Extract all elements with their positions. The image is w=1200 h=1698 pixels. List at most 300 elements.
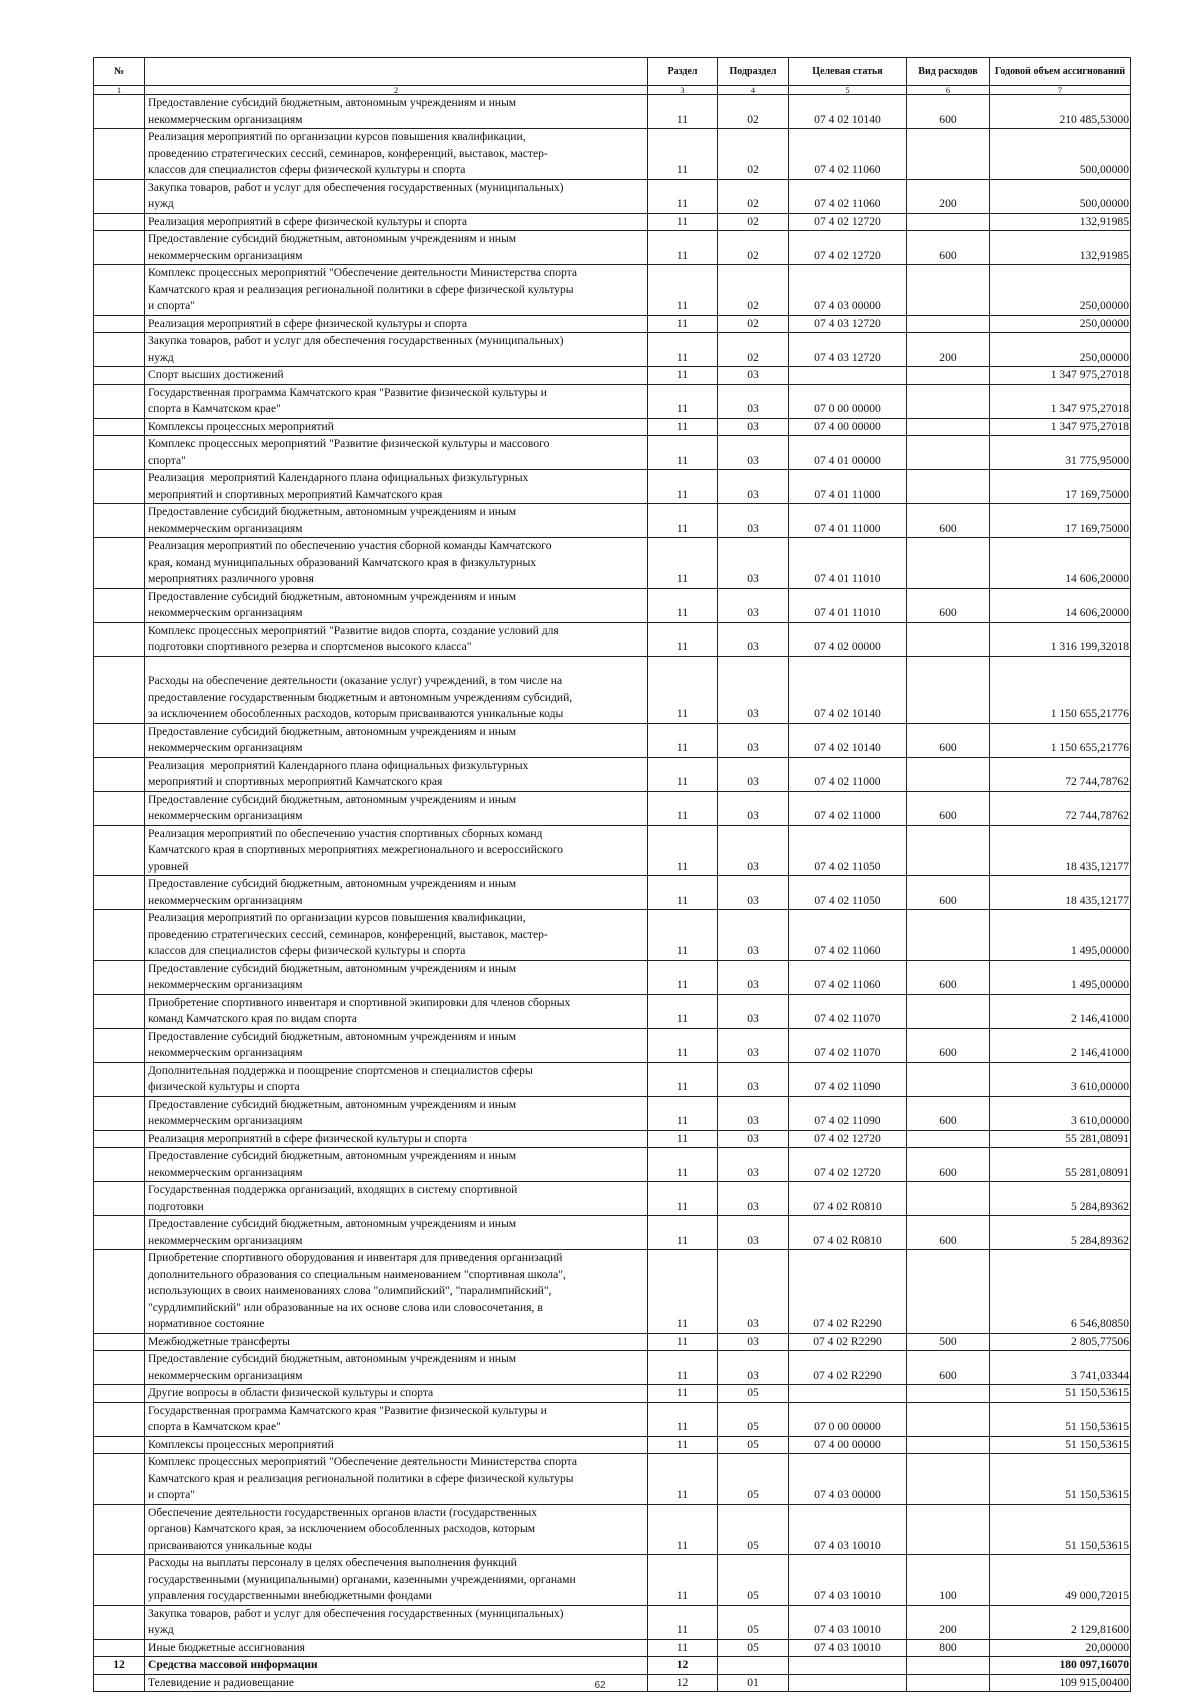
table-row — [94, 1216, 1131, 1250]
row-razdel-cell: 11 — [648, 622, 718, 656]
row-expense-type-cell: 600 — [907, 504, 990, 538]
table-row — [94, 231, 1131, 265]
row-target-article-cell: 07 4 00 00000 — [789, 1436, 907, 1454]
row-number-cell — [94, 231, 145, 265]
row-amount-cell: 250,00000 — [990, 333, 1131, 367]
row-target-article-cell: 07 4 02 12720 — [789, 1148, 907, 1182]
row-number-cell — [94, 265, 145, 316]
row-name-cell: Реализация мероприятий в сфере физической культуры и спорта — [145, 1130, 648, 1148]
row-name-cell: Межбюджетные трансферты — [145, 1333, 648, 1351]
row-amount-cell: 250,00000 — [990, 315, 1131, 333]
row-target-article-cell: 07 4 02 11090 — [789, 1062, 907, 1096]
row-name-cell: Предоставление субсидий бюджетным, автономным учреждениям и иным некоммерческим организациям — [145, 231, 648, 265]
row-number-cell — [94, 622, 145, 656]
row-podrazdel-cell: 03 — [718, 1148, 789, 1182]
row-target-article-cell: 07 4 03 12720 — [789, 315, 907, 333]
row-amount-cell: 1 347 975,27018 — [990, 418, 1131, 436]
row-razdel-cell: 11 — [648, 418, 718, 436]
row-expense-type-cell — [907, 1504, 990, 1555]
row-number-cell — [94, 1385, 145, 1403]
row-expense-type-cell — [907, 315, 990, 333]
row-podrazdel-cell: 02 — [718, 333, 789, 367]
row-amount-cell: 5 284,89362 — [990, 1182, 1131, 1216]
row-expense-type-cell — [907, 436, 990, 470]
table-row — [94, 179, 1131, 213]
table-row — [94, 1182, 1131, 1216]
row-amount-cell: 17 169,75000 — [990, 470, 1131, 504]
row-amount-cell: 2 805,77506 — [990, 1333, 1131, 1351]
row-target-article-cell: 07 4 02 11070 — [789, 994, 907, 1028]
row-razdel-cell: 11 — [648, 333, 718, 367]
table-row — [94, 757, 1131, 791]
row-amount-cell: 250,00000 — [990, 265, 1131, 316]
row-podrazdel-cell: 03 — [718, 436, 789, 470]
row-podrazdel-cell: 01 — [718, 1674, 789, 1692]
row-target-article-cell: 07 4 02 12720 — [789, 231, 907, 265]
row-target-article-cell: 07 4 02 11000 — [789, 791, 907, 825]
row-target-article-cell: 07 4 02 11060 — [789, 129, 907, 180]
row-target-article-cell: 07 4 00 00000 — [789, 418, 907, 436]
row-razdel-cell: 11 — [648, 588, 718, 622]
row-name-cell: Предоставление субсидий бюджетным, автономным учреждениям и иным некоммерческим организациям — [145, 791, 648, 825]
row-expense-type-cell: 600 — [907, 588, 990, 622]
table-row — [94, 504, 1131, 538]
row-amount-cell: 180 097,16070 — [990, 1657, 1131, 1675]
row-razdel-cell: 11 — [648, 231, 718, 265]
row-number-cell — [94, 876, 145, 910]
row-name-cell: Реализация мероприятий в сфере физической культуры и спорта — [145, 213, 648, 231]
row-expense-type-cell — [907, 418, 990, 436]
table-row — [94, 213, 1131, 231]
row-target-article-cell: 07 4 02 R0810 — [789, 1216, 907, 1250]
row-podrazdel-cell: 02 — [718, 179, 789, 213]
table-row — [94, 723, 1131, 757]
row-name-cell: Реализация мероприятий Календарного плана официальных физкультурных мероприятий и спортивных мероприятий Камчатского края — [145, 757, 648, 791]
column-number: 2 — [145, 86, 648, 95]
row-target-article-cell: 07 4 03 00000 — [789, 1454, 907, 1505]
row-target-article-cell: 07 4 02 00000 — [789, 622, 907, 656]
row-razdel-cell: 12 — [648, 1657, 718, 1675]
column-number: 1 — [94, 86, 145, 95]
row-name-cell: Предоставление субсидий бюджетным, автономным учреждениям и иным некоммерческим организациям — [145, 1028, 648, 1062]
row-razdel-cell: 11 — [648, 504, 718, 538]
row-amount-cell: 72 744,78762 — [990, 757, 1131, 791]
row-expense-type-cell — [907, 367, 990, 385]
row-amount-cell: 55 281,08091 — [990, 1148, 1131, 1182]
row-amount-cell: 2 146,41000 — [990, 994, 1131, 1028]
row-podrazdel-cell: 03 — [718, 470, 789, 504]
row-podrazdel-cell: 03 — [718, 1351, 789, 1385]
row-amount-cell: 51 150,53615 — [990, 1385, 1131, 1403]
row-amount-cell: 132,91985 — [990, 213, 1131, 231]
row-podrazdel-cell: 03 — [718, 757, 789, 791]
table-row — [94, 1555, 1131, 1606]
table-row — [94, 876, 1131, 910]
row-name-cell: Средства массовой информации — [145, 1657, 648, 1675]
row-podrazdel-cell: 03 — [718, 1096, 789, 1130]
row-amount-cell: 31 775,95000 — [990, 436, 1131, 470]
header-name — [145, 58, 648, 86]
row-razdel-cell: 11 — [648, 1028, 718, 1062]
row-expense-type-cell — [907, 213, 990, 231]
table-row — [94, 418, 1131, 436]
row-number-cell — [94, 994, 145, 1028]
row-target-article-cell: 07 4 02 R2290 — [789, 1333, 907, 1351]
budget-table — [93, 57, 1131, 1692]
row-name-cell: Предоставление субсидий бюджетным, автономным учреждениям и иным некоммерческим организациям — [145, 960, 648, 994]
row-name-cell: Другие вопросы в области физической культуры и спорта — [145, 1385, 648, 1403]
row-podrazdel-cell: 05 — [718, 1555, 789, 1606]
row-amount-cell: 14 606,20000 — [990, 588, 1131, 622]
row-razdel-cell: 11 — [648, 129, 718, 180]
row-razdel-cell: 11 — [648, 95, 718, 129]
row-razdel-cell: 11 — [648, 315, 718, 333]
row-name-cell: Реализация мероприятий по организации курсов повышения квалификации, проведению стратегических сессий, семинаров, конференций, выставок, мастер- классов для специалистов сферы физической культуры и спорта — [145, 129, 648, 180]
row-amount-cell: 55 281,08091 — [990, 1130, 1131, 1148]
row-razdel-cell: 11 — [648, 1402, 718, 1436]
table-row — [94, 656, 1131, 723]
table-row — [94, 95, 1131, 129]
row-podrazdel-cell: 03 — [718, 588, 789, 622]
row-name-cell: Телевидение и радиовещание — [145, 1674, 648, 1692]
header-annual-amount: Годовой объем ассигнований — [990, 58, 1131, 86]
row-amount-cell: 72 744,78762 — [990, 791, 1131, 825]
row-expense-type-cell: 600 — [907, 876, 990, 910]
table-row — [94, 1385, 1131, 1403]
table-row — [94, 1130, 1131, 1148]
row-podrazdel-cell: 05 — [718, 1504, 789, 1555]
row-podrazdel-cell: 02 — [718, 129, 789, 180]
row-name-cell: Реализация мероприятий по обеспечению участия спортивных сборных команд Камчатского края в спортивных мероприятиях межрегионального и всероссийского уровней — [145, 825, 648, 876]
row-name-cell: Комплекс процессных мероприятий "Развитие видов спорта, создание условий для подготовки спортивного резерва и спортсменов высокого класса" — [145, 622, 648, 656]
row-razdel-cell: 11 — [648, 1504, 718, 1555]
row-podrazdel-cell: 05 — [718, 1639, 789, 1657]
row-razdel-cell: 11 — [648, 384, 718, 418]
row-podrazdel-cell: 03 — [718, 994, 789, 1028]
row-number-cell — [94, 1096, 145, 1130]
row-expense-type-cell — [907, 1130, 990, 1148]
row-razdel-cell: 11 — [648, 757, 718, 791]
row-number-cell — [94, 1402, 145, 1436]
row-expense-type-cell: 200 — [907, 179, 990, 213]
row-expense-type-cell — [907, 1436, 990, 1454]
table-row — [94, 1402, 1131, 1436]
row-target-article-cell: 07 4 02 11060 — [789, 910, 907, 961]
row-podrazdel-cell: 03 — [718, 622, 789, 656]
row-target-article-cell: 07 0 00 00000 — [789, 384, 907, 418]
table-row — [94, 1504, 1131, 1555]
row-razdel-cell: 11 — [648, 1436, 718, 1454]
row-podrazdel-cell: 02 — [718, 231, 789, 265]
row-name-cell: Предоставление субсидий бюджетным, автономным учреждениям и иным некоммерческим организациям — [145, 1216, 648, 1250]
table-row — [94, 1351, 1131, 1385]
table-row — [94, 1250, 1131, 1334]
row-number-cell — [94, 418, 145, 436]
row-target-article-cell: 07 4 03 10010 — [789, 1605, 907, 1639]
row-podrazdel-cell: 03 — [718, 1028, 789, 1062]
row-number-cell — [94, 367, 145, 385]
row-target-article-cell — [789, 1657, 907, 1675]
row-amount-cell: 1 347 975,27018 — [990, 384, 1131, 418]
row-podrazdel-cell: 03 — [718, 538, 789, 589]
table-row — [94, 994, 1131, 1028]
row-name-cell: Комплекс процессных мероприятий "Развитие физической культуры и массового спорта" — [145, 436, 648, 470]
row-amount-cell: 2 129,81600 — [990, 1605, 1131, 1639]
row-expense-type-cell — [907, 265, 990, 316]
row-expense-type-cell — [907, 129, 990, 180]
row-name-cell: Расходы на обеспечение деятельности (оказание услуг) учреждений, в том числе на предоставление государственным бюджетным и автономным учреждениям субсидий, за исключением обособленных расходов, которым присваиваются уникальные коды — [145, 656, 648, 723]
row-razdel-cell: 11 — [648, 723, 718, 757]
table-row — [94, 1605, 1131, 1639]
row-name-cell: Комплексы процессных мероприятий — [145, 418, 648, 436]
row-razdel-cell: 11 — [648, 179, 718, 213]
row-expense-type-cell — [907, 757, 990, 791]
row-podrazdel-cell: 03 — [718, 876, 789, 910]
row-target-article-cell: 07 4 02 11070 — [789, 1028, 907, 1062]
row-podrazdel-cell: 03 — [718, 504, 789, 538]
row-number-cell — [94, 384, 145, 418]
row-amount-cell: 5 284,89362 — [990, 1216, 1131, 1250]
row-amount-cell: 51 150,53615 — [990, 1436, 1131, 1454]
row-target-article-cell: 07 4 02 11060 — [789, 179, 907, 213]
table-row — [94, 265, 1131, 316]
table-row — [94, 1028, 1131, 1062]
table-row — [94, 538, 1131, 589]
row-amount-cell: 109 915,00400 — [990, 1674, 1131, 1692]
row-number-cell — [94, 1216, 145, 1250]
row-amount-cell: 210 485,53000 — [990, 95, 1131, 129]
row-name-cell: Дополнительная поддержка и поощрение спортсменов и специалистов сферы физической культуры и спорта — [145, 1062, 648, 1096]
table-row — [94, 622, 1131, 656]
row-podrazdel-cell: 05 — [718, 1454, 789, 1505]
row-amount-cell: 14 606,20000 — [990, 538, 1131, 589]
table-row — [94, 1333, 1131, 1351]
row-razdel-cell: 11 — [648, 470, 718, 504]
row-podrazdel-cell: 03 — [718, 384, 789, 418]
row-target-article-cell: 07 0 00 00000 — [789, 1402, 907, 1436]
row-expense-type-cell — [907, 538, 990, 589]
row-target-article-cell: 07 4 02 12720 — [789, 1130, 907, 1148]
row-name-cell: Комплекс процессных мероприятий "Обеспечение деятельности Министерства спорта Камчатского края и реализация региональной политики в сфере физической культуры и спорта" — [145, 265, 648, 316]
row-amount-cell: 1 150 655,21776 — [990, 656, 1131, 723]
table-row — [94, 825, 1131, 876]
row-amount-cell: 1 316 199,32018 — [990, 622, 1131, 656]
row-amount-cell: 500,00000 — [990, 179, 1131, 213]
row-razdel-cell: 11 — [648, 825, 718, 876]
row-razdel-cell: 11 — [648, 1639, 718, 1657]
column-numbers-row — [94, 86, 1131, 95]
row-name-cell: Обеспечение деятельности государственных органов власти (государственных органов) Камчатского края, за исключением обособленных расходов, которым присваиваются уникальные коды — [145, 1504, 648, 1555]
row-amount-cell: 2 146,41000 — [990, 1028, 1131, 1062]
row-podrazdel-cell: 03 — [718, 1130, 789, 1148]
row-name-cell: Предоставление субсидий бюджетным, автономным учреждениям и иным некоммерческим организациям — [145, 876, 648, 910]
row-number-cell — [94, 1436, 145, 1454]
row-razdel-cell: 11 — [648, 1555, 718, 1606]
row-target-article-cell: 07 4 02 10140 — [789, 656, 907, 723]
row-podrazdel-cell: 02 — [718, 95, 789, 129]
header-row — [94, 58, 1131, 86]
table-row — [94, 1148, 1131, 1182]
row-razdel-cell: 11 — [648, 367, 718, 385]
row-name-cell: Реализация мероприятий по организации курсов повышения квалификации, проведению стратегических сессий, семинаров, конференций, выставок, мастер- классов для специалистов сферы физической культуры и спорта — [145, 910, 648, 961]
row-name-cell: Предоставление субсидий бюджетным, автономным учреждениям и иным некоммерческим организациям — [145, 588, 648, 622]
row-target-article-cell — [789, 1385, 907, 1403]
row-razdel-cell: 11 — [648, 791, 718, 825]
row-amount-cell: 6 546,80850 — [990, 1250, 1131, 1334]
row-number-cell — [94, 960, 145, 994]
row-name-cell: Закупка товаров, работ и услуг для обеспечения государственных (муниципальных) нужд — [145, 179, 648, 213]
row-expense-type-cell: 200 — [907, 1605, 990, 1639]
row-razdel-cell: 11 — [648, 1351, 718, 1385]
row-target-article-cell — [789, 367, 907, 385]
row-number-cell: 12 — [94, 1657, 145, 1675]
row-podrazdel-cell: 03 — [718, 1216, 789, 1250]
row-number-cell — [94, 1605, 145, 1639]
row-expense-type-cell — [907, 656, 990, 723]
row-number-cell — [94, 757, 145, 791]
row-number-cell — [94, 1250, 145, 1334]
row-razdel-cell: 11 — [648, 1333, 718, 1351]
row-razdel-cell: 11 — [648, 213, 718, 231]
row-expense-type-cell: 600 — [907, 960, 990, 994]
table-row — [94, 384, 1131, 418]
row-number-cell — [94, 1062, 145, 1096]
row-expense-type-cell — [907, 994, 990, 1028]
table-row — [94, 333, 1131, 367]
row-amount-cell: 51 150,53615 — [990, 1504, 1131, 1555]
row-target-article-cell: 07 4 01 00000 — [789, 436, 907, 470]
row-number-cell — [94, 1555, 145, 1606]
row-name-cell: Закупка товаров, работ и услуг для обеспечения государственных (муниципальных) нужд — [145, 1605, 648, 1639]
header-target-article: Целевая статья — [789, 58, 907, 86]
row-expense-type-cell: 600 — [907, 1351, 990, 1385]
header-expense-type: Вид расходов — [907, 58, 990, 86]
header-number: № — [94, 58, 145, 86]
row-name-cell: Предоставление субсидий бюджетным, автономным учреждениям и иным некоммерческим организациям — [145, 723, 648, 757]
row-name-cell: Предоставление субсидий бюджетным, автономным учреждениям и иным некоммерческим организациям — [145, 1351, 648, 1385]
row-amount-cell: 20,00000 — [990, 1639, 1131, 1657]
row-target-article-cell: 07 4 02 11060 — [789, 960, 907, 994]
row-number-cell — [94, 656, 145, 723]
row-podrazdel-cell: 02 — [718, 265, 789, 316]
row-number-cell — [94, 1351, 145, 1385]
row-razdel-cell: 12 — [648, 1674, 718, 1692]
row-target-article-cell: 07 4 02 11090 — [789, 1096, 907, 1130]
row-target-article-cell: 07 4 02 11050 — [789, 876, 907, 910]
row-razdel-cell: 11 — [648, 265, 718, 316]
table-row — [94, 1639, 1131, 1657]
row-razdel-cell: 11 — [648, 1250, 718, 1334]
table-row — [94, 588, 1131, 622]
row-expense-type-cell — [907, 1657, 990, 1675]
row-podrazdel-cell: 03 — [718, 1182, 789, 1216]
table-row — [94, 315, 1131, 333]
column-number: 7 — [990, 86, 1131, 95]
row-target-article-cell: 07 4 02 R0810 — [789, 1182, 907, 1216]
row-amount-cell: 1 495,00000 — [990, 910, 1131, 961]
row-amount-cell: 18 435,12177 — [990, 825, 1131, 876]
row-expense-type-cell: 200 — [907, 333, 990, 367]
row-expense-type-cell: 600 — [907, 791, 990, 825]
table-row — [94, 1096, 1131, 1130]
row-number-cell — [94, 1028, 145, 1062]
row-number-cell — [94, 825, 145, 876]
row-expense-type-cell: 600 — [907, 231, 990, 265]
row-expense-type-cell: 600 — [907, 723, 990, 757]
page-number: 62 — [594, 1680, 606, 1691]
row-number-cell — [94, 179, 145, 213]
row-expense-type-cell — [907, 1250, 990, 1334]
row-number-cell — [94, 1148, 145, 1182]
table-row — [94, 1657, 1131, 1675]
row-name-cell: Расходы на выплаты персоналу в целях обеспечения выполнения функций государственными (муниципальными) органами, казенными учреждениями, органами управления государственными внебюджетными фондами — [145, 1555, 648, 1606]
row-number-cell — [94, 1182, 145, 1216]
row-target-article-cell: 07 4 02 10140 — [789, 95, 907, 129]
column-number: 4 — [718, 86, 789, 95]
row-target-article-cell: 07 4 03 10010 — [789, 1555, 907, 1606]
row-target-article-cell: 07 4 01 11000 — [789, 504, 907, 538]
row-target-article-cell: 07 4 02 11000 — [789, 757, 907, 791]
row-expense-type-cell: 600 — [907, 1028, 990, 1062]
table-row — [94, 791, 1131, 825]
row-expense-type-cell: 600 — [907, 1148, 990, 1182]
row-amount-cell: 132,91985 — [990, 231, 1131, 265]
row-podrazdel-cell: 03 — [718, 1250, 789, 1334]
row-name-cell: Государственная программа Камчатского края "Развитие физической культуры и спорта в Камчатском крае" — [145, 384, 648, 418]
row-razdel-cell: 11 — [648, 1182, 718, 1216]
row-number-cell — [94, 129, 145, 180]
row-number-cell — [94, 315, 145, 333]
row-amount-cell: 1 495,00000 — [990, 960, 1131, 994]
row-razdel-cell: 11 — [648, 1062, 718, 1096]
row-amount-cell: 3 610,00000 — [990, 1096, 1131, 1130]
row-name-cell: Закупка товаров, работ и услуг для обеспечения государственных (муниципальных) нужд — [145, 333, 648, 367]
row-name-cell: Предоставление субсидий бюджетным, автономным учреждениям и иным некоммерческим организациям — [145, 504, 648, 538]
header-podrazdel: Подраздел — [718, 58, 789, 86]
row-name-cell: Иные бюджетные ассигнования — [145, 1639, 648, 1657]
row-podrazdel-cell: 03 — [718, 723, 789, 757]
row-amount-cell: 500,00000 — [990, 129, 1131, 180]
row-expense-type-cell: 600 — [907, 1216, 990, 1250]
row-podrazdel-cell: 03 — [718, 656, 789, 723]
table-row — [94, 1436, 1131, 1454]
row-name-cell: Приобретение спортивного инвентаря и спортивной экипировки для членов сборных команд Камчатского края по видам спорта — [145, 994, 648, 1028]
row-expense-type-cell: 100 — [907, 1555, 990, 1606]
row-podrazdel-cell: 03 — [718, 1062, 789, 1096]
column-number: 5 — [789, 86, 907, 95]
row-amount-cell: 51 150,53615 — [990, 1454, 1131, 1505]
row-number-cell — [94, 470, 145, 504]
row-amount-cell: 18 435,12177 — [990, 876, 1131, 910]
row-name-cell: Реализация мероприятий по обеспечению участия сборной команды Камчатского края, команд муниципальных образований Камчатского края в физкультурных мероприятиях различного уровня — [145, 538, 648, 589]
row-razdel-cell: 11 — [648, 910, 718, 961]
row-number-cell — [94, 723, 145, 757]
row-podrazdel-cell: 05 — [718, 1402, 789, 1436]
row-amount-cell: 1 347 975,27018 — [990, 367, 1131, 385]
row-podrazdel-cell: 05 — [718, 1605, 789, 1639]
row-name-cell: Предоставление субсидий бюджетным, автономным учреждениям и иным некоммерческим организациям — [145, 1148, 648, 1182]
row-razdel-cell: 11 — [648, 436, 718, 470]
row-target-article-cell: 07 4 03 10010 — [789, 1639, 907, 1657]
row-expense-type-cell — [907, 622, 990, 656]
row-podrazdel-cell: 03 — [718, 825, 789, 876]
row-number-cell — [94, 504, 145, 538]
row-number-cell — [94, 213, 145, 231]
row-expense-type-cell: 500 — [907, 1333, 990, 1351]
row-target-article-cell: 07 4 02 R2290 — [789, 1250, 907, 1334]
row-number-cell — [94, 910, 145, 961]
row-amount-cell: 3 610,00000 — [990, 1062, 1131, 1096]
